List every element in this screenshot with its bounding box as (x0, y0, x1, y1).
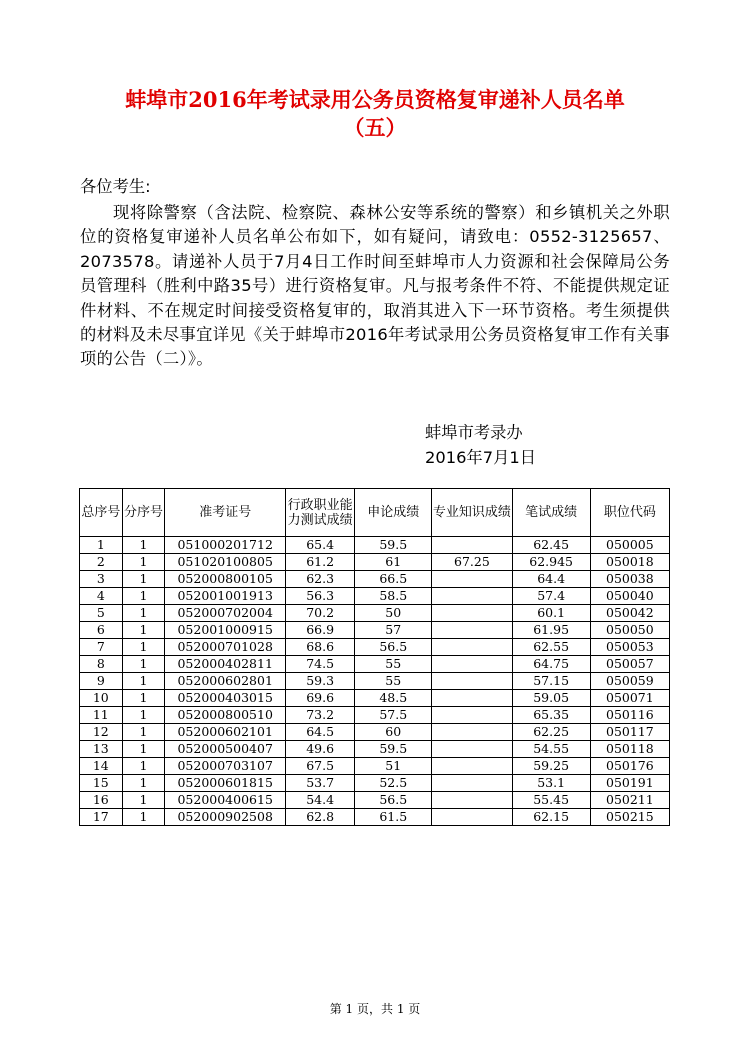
cell-written-score: 61.95 (512, 622, 590, 639)
cell-position-code: 050116 (590, 707, 669, 724)
cell-ticket-number: 052000400615 (165, 792, 286, 809)
cell-aptitude-score: 62.3 (286, 571, 355, 588)
cell-total-index: 14 (80, 758, 123, 775)
cell-essay-score: 55 (355, 656, 432, 673)
cell-position-code: 050211 (590, 792, 669, 809)
cell-essay-score: 55 (355, 673, 432, 690)
cell-total-index: 2 (80, 554, 123, 571)
cell-total-index: 9 (80, 673, 123, 690)
cell-essay-score: 59.5 (355, 741, 432, 758)
cell-professional-score (432, 673, 512, 690)
cell-professional-score (432, 605, 512, 622)
page-subtitle: （五） (343, 115, 407, 140)
cell-essay-score: 51 (355, 758, 432, 775)
cell-essay-score: 60 (355, 724, 432, 741)
table-row (80, 656, 670, 673)
cell-ticket-number: 051000201712 (165, 537, 286, 554)
cell-written-score: 64.75 (512, 656, 590, 673)
cell-professional-score (432, 707, 512, 724)
cell-sub-index: 1 (122, 588, 165, 605)
cell-total-index: 5 (80, 605, 123, 622)
signature-date: 2016年7月1日 (425, 448, 536, 467)
cell-essay-score: 56.5 (355, 792, 432, 809)
cell-ticket-number: 052000403015 (165, 690, 286, 707)
cell-aptitude-score: 73.2 (286, 707, 355, 724)
cell-position-code: 050042 (590, 605, 669, 622)
cell-total-index: 4 (80, 588, 123, 605)
cell-professional-score (432, 571, 512, 588)
table-row (80, 809, 670, 826)
cell-total-index: 7 (80, 639, 123, 656)
cell-sub-index: 1 (122, 673, 165, 690)
cell-total-index: 3 (80, 571, 123, 588)
cell-professional-score (432, 656, 512, 673)
cell-sub-index: 1 (122, 537, 165, 554)
header-written-score: 笔试成绩 (512, 489, 590, 537)
cell-sub-index: 1 (122, 639, 165, 656)
cell-ticket-number: 052000701028 (165, 639, 286, 656)
cell-total-index: 15 (80, 775, 123, 792)
table-row (80, 707, 670, 724)
cell-essay-score: 50 (355, 605, 432, 622)
cell-ticket-number: 052000703107 (165, 758, 286, 775)
cell-aptitude-score: 53.7 (286, 775, 355, 792)
cell-total-index: 12 (80, 724, 123, 741)
header-aptitude-score: 行政职业能力测试成绩 (286, 489, 355, 537)
cell-position-code: 050038 (590, 571, 669, 588)
table-row (80, 673, 670, 690)
cell-position-code: 050071 (590, 690, 669, 707)
cell-professional-score (432, 792, 512, 809)
cell-sub-index: 1 (122, 707, 165, 724)
cell-total-index: 10 (80, 690, 123, 707)
cell-written-score: 64.4 (512, 571, 590, 588)
cell-essay-score: 57 (355, 622, 432, 639)
cell-written-score: 55.45 (512, 792, 590, 809)
cell-professional-score (432, 639, 512, 656)
cell-professional-score (432, 690, 512, 707)
cell-aptitude-score: 61.2 (286, 554, 355, 571)
table-row (80, 605, 670, 622)
cell-written-score: 54.55 (512, 741, 590, 758)
table-row (80, 792, 670, 809)
cell-aptitude-score: 64.5 (286, 724, 355, 741)
cell-written-score: 57.4 (512, 588, 590, 605)
cell-aptitude-score: 69.6 (286, 690, 355, 707)
cell-ticket-number: 051020100805 (165, 554, 286, 571)
cell-aptitude-score: 49.6 (286, 741, 355, 758)
cell-position-code: 050057 (590, 656, 669, 673)
cell-total-index: 1 (80, 537, 123, 554)
signature-org: 蚌埠市考录办 (425, 423, 523, 442)
page-footer: 第 1 页，共 1 页 (329, 1002, 421, 1016)
cell-position-code: 050215 (590, 809, 669, 826)
cell-professional-score (432, 741, 512, 758)
cell-written-score: 53.1 (512, 775, 590, 792)
cell-position-code: 050191 (590, 775, 669, 792)
cell-essay-score: 59.5 (355, 537, 432, 554)
table-row (80, 537, 670, 554)
cell-essay-score: 61 (355, 554, 432, 571)
page-title: 蚌埠市2016年考试录用公务员资格复审递补人员名单 (125, 87, 625, 112)
cell-position-code: 050018 (590, 554, 669, 571)
cell-written-score: 59.05 (512, 690, 590, 707)
table-row (80, 741, 670, 758)
greeting: 各位考生: (80, 177, 151, 196)
cell-aptitude-score: 54.4 (286, 792, 355, 809)
cell-ticket-number: 052000702004 (165, 605, 286, 622)
table-row (80, 690, 670, 707)
cell-position-code: 050040 (590, 588, 669, 605)
cell-sub-index: 1 (122, 605, 165, 622)
cell-aptitude-score: 70.2 (286, 605, 355, 622)
cell-essay-score: 58.5 (355, 588, 432, 605)
cell-professional-score (432, 809, 512, 826)
cell-essay-score: 48.5 (355, 690, 432, 707)
cell-sub-index: 1 (122, 554, 165, 571)
cell-aptitude-score: 62.8 (286, 809, 355, 826)
cell-position-code: 050117 (590, 724, 669, 741)
cell-sub-index: 1 (122, 724, 165, 741)
cell-ticket-number: 052000402811 (165, 656, 286, 673)
header-sub-index: 分序号 (122, 489, 165, 537)
cell-ticket-number: 052001001913 (165, 588, 286, 605)
table-row (80, 588, 670, 605)
cell-professional-score (432, 537, 512, 554)
table-header-row (80, 489, 670, 537)
cell-position-code: 050005 (590, 537, 669, 554)
notice-paragraph: 现将除警察（含法院、检察院、森林公安等系统的警察）和乡镇机关之外职位的资格复审递补人员名单公布如下，如有疑问，请致电：0552-3125657、2073578。请递补人员于7月4日工作时间至蚌埠市人力资源和社会保障局公务员管理科（胜利中路35号）进行资格复审。凡与报考条件不符、不能提供规定证件材料、不在规定时间接受资格复审的，取消其进入下一环节资格。考生须提供的材料及未尽事宜详见《关于蚌埠市2016年考试录用公务员资格复审工作有关事项的公告（二）》。 (80, 203, 670, 369)
cell-total-index: 8 (80, 656, 123, 673)
table-row (80, 724, 670, 741)
cell-sub-index: 1 (122, 758, 165, 775)
cell-essay-score: 52.5 (355, 775, 432, 792)
table-row (80, 775, 670, 792)
cell-written-score: 59.25 (512, 758, 590, 775)
cell-ticket-number: 052000800510 (165, 707, 286, 724)
cell-position-code: 050118 (590, 741, 669, 758)
header-professional-score: 专业知识成绩 (432, 489, 512, 537)
cell-aptitude-score: 68.6 (286, 639, 355, 656)
cell-written-score: 57.15 (512, 673, 590, 690)
cell-ticket-number: 052000602101 (165, 724, 286, 741)
cell-total-index: 17 (80, 809, 123, 826)
cell-written-score: 60.1 (512, 605, 590, 622)
cell-aptitude-score: 56.3 (286, 588, 355, 605)
cell-essay-score: 57.5 (355, 707, 432, 724)
table-row (80, 622, 670, 639)
cell-total-index: 11 (80, 707, 123, 724)
cell-ticket-number: 052000601815 (165, 775, 286, 792)
cell-sub-index: 1 (122, 775, 165, 792)
table-body (80, 537, 670, 826)
cell-sub-index: 1 (122, 741, 165, 758)
cell-written-score: 62.945 (512, 554, 590, 571)
cell-position-code: 050176 (590, 758, 669, 775)
cell-aptitude-score: 67.5 (286, 758, 355, 775)
cell-sub-index: 1 (122, 622, 165, 639)
cell-total-index: 13 (80, 741, 123, 758)
cell-ticket-number: 052000902508 (165, 809, 286, 826)
cell-ticket-number: 052000500407 (165, 741, 286, 758)
cell-written-score: 62.45 (512, 537, 590, 554)
candidate-table (79, 488, 670, 826)
table-row (80, 639, 670, 656)
cell-written-score: 62.15 (512, 809, 590, 826)
cell-professional-score (432, 724, 512, 741)
cell-essay-score: 66.5 (355, 571, 432, 588)
cell-professional-score (432, 622, 512, 639)
cell-position-code: 050050 (590, 622, 669, 639)
table-row (80, 554, 670, 571)
cell-aptitude-score: 59.3 (286, 673, 355, 690)
cell-professional-score (432, 775, 512, 792)
header-essay-score: 申论成绩 (355, 489, 432, 537)
table-row (80, 758, 670, 775)
cell-ticket-number: 052000602801 (165, 673, 286, 690)
cell-ticket-number: 052001000915 (165, 622, 286, 639)
cell-position-code: 050059 (590, 673, 669, 690)
cell-total-index: 6 (80, 622, 123, 639)
cell-sub-index: 1 (122, 792, 165, 809)
header-position-code: 职位代码 (590, 489, 669, 537)
cell-aptitude-score: 66.9 (286, 622, 355, 639)
cell-professional-score: 67.25 (432, 554, 512, 571)
cell-sub-index: 1 (122, 690, 165, 707)
cell-written-score: 65.35 (512, 707, 590, 724)
cell-essay-score: 61.5 (355, 809, 432, 826)
cell-written-score: 62.25 (512, 724, 590, 741)
cell-ticket-number: 052000800105 (165, 571, 286, 588)
cell-professional-score (432, 588, 512, 605)
header-ticket-number: 准考证号 (165, 489, 286, 537)
cell-sub-index: 1 (122, 571, 165, 588)
cell-sub-index: 1 (122, 809, 165, 826)
cell-professional-score (432, 758, 512, 775)
header-total-index: 总序号 (80, 489, 123, 537)
cell-total-index: 16 (80, 792, 123, 809)
cell-position-code: 050053 (590, 639, 669, 656)
cell-written-score: 62.55 (512, 639, 590, 656)
cell-sub-index: 1 (122, 656, 165, 673)
cell-aptitude-score: 65.4 (286, 537, 355, 554)
cell-essay-score: 56.5 (355, 639, 432, 656)
cell-aptitude-score: 74.5 (286, 656, 355, 673)
table-row (80, 571, 670, 588)
